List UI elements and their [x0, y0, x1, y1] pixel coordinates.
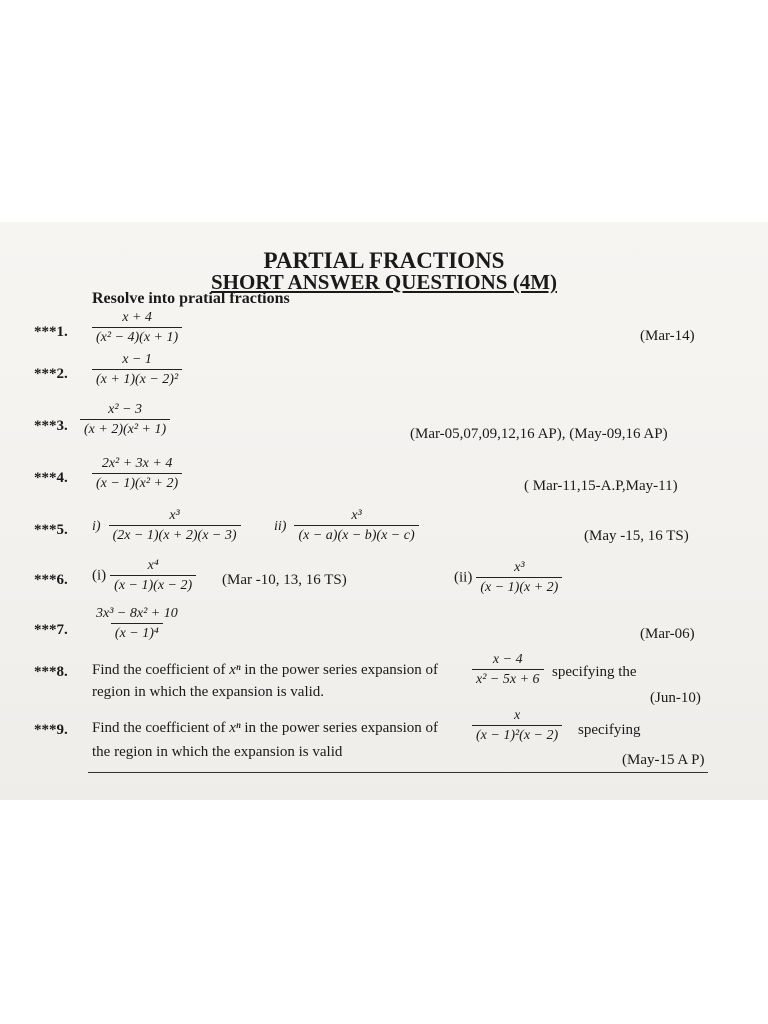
exam-reference: (Mar-06) [640, 626, 695, 642]
question-number: ***5. [34, 522, 68, 538]
numerator: x³ [514, 560, 525, 575]
question-number: ***1. [34, 324, 68, 340]
instruction: Resolve into pratial fractions [92, 290, 290, 307]
variable: xⁿ [229, 662, 241, 678]
question-4-fraction [92, 456, 182, 492]
question-8-text [92, 662, 438, 679]
denominator: (x − 1)(x − 2) [110, 575, 196, 594]
denominator: x² − 5x + 6 [472, 669, 544, 688]
question-1-fraction [92, 310, 182, 346]
page-title: PARTIAL FRACTIONS [263, 248, 505, 273]
denominator: (x + 1)(x − 2)² [92, 369, 182, 388]
exam-reference: ( Mar-11,15-A.P,May-11) [524, 478, 678, 494]
numerator: x − 1 [122, 352, 152, 367]
question-number: ***4. [34, 470, 68, 486]
numerator: 3x³ − 8x² + 10 [96, 606, 178, 621]
denominator: (x − 1)(x² + 2) [92, 473, 182, 492]
question-text: in the power series expansion of [244, 662, 439, 678]
numerator: x − 4 [492, 652, 523, 667]
question-7-fraction [92, 606, 182, 642]
question-3-fraction [80, 402, 170, 438]
question-number: ***9. [34, 722, 68, 738]
exam-reference: (Mar -10, 13, 16 TS) [222, 572, 347, 588]
question-number: ***8. [34, 664, 68, 680]
question-text: the region in which the expansion is valid [92, 744, 343, 760]
question-5-part-ii [274, 508, 419, 544]
denominator: (x − 1)(x + 2) [476, 577, 562, 596]
question-text: in the power series expansion of [244, 720, 439, 736]
question-5-part-i [92, 508, 241, 544]
numerator: x + 4 [122, 310, 152, 325]
exam-reference: (Mar-14) [640, 328, 695, 344]
exam-reference: (Mar-05,07,09,12,16 AP), (May-09,16 AP) [410, 426, 668, 442]
numerator: 2x² + 3x + 4 [101, 456, 173, 471]
question-text: region in which the expansion is valid. [92, 684, 325, 700]
question-number: ***2. [34, 366, 68, 382]
part-label: (ii) [454, 569, 473, 586]
numerator: x³ [169, 508, 180, 523]
numerator: x² − 3 [108, 402, 143, 417]
denominator: (x − a)(x − b)(x − c) [294, 525, 418, 544]
page-subtitle: SHORT ANSWER QUESTIONS (4M) [210, 270, 558, 294]
question-text: Find the coefficient of [92, 662, 226, 678]
question-9-fraction [472, 708, 562, 744]
part-label: ii) [274, 518, 287, 534]
part-label: (i) [92, 567, 107, 584]
question-2-fraction [92, 352, 182, 388]
question-text: Find the coefficient of [92, 720, 226, 736]
numerator: x [513, 708, 521, 723]
denominator: (x + 2)(x² + 1) [80, 419, 170, 438]
question-9-text [92, 720, 438, 737]
exam-reference: (Jun-10) [650, 690, 701, 706]
question-number: ***3. [34, 418, 68, 434]
bottom-rule [88, 772, 708, 773]
denominator: (2x − 1)(x + 2)(x − 3) [109, 525, 241, 544]
question-number: ***6. [34, 572, 68, 588]
numerator: x³ [351, 508, 362, 523]
question-text: specifying [578, 722, 641, 738]
exam-reference: (May -15, 16 TS) [584, 528, 689, 544]
question-8-fraction [472, 652, 544, 688]
question-6-part-ii [454, 560, 562, 596]
part-label: i) [92, 518, 101, 534]
numerator: x⁴ [147, 558, 159, 573]
question-text: specifying the [552, 664, 637, 680]
variable: xⁿ [229, 720, 241, 736]
denominator: (x − 1)⁴ [111, 623, 163, 642]
question-6-part-i [92, 558, 196, 594]
denominator: (x − 1)²(x − 2) [472, 725, 562, 744]
exam-reference: (May-15 A P) [622, 752, 705, 768]
question-number: ***7. [34, 622, 68, 638]
denominator: (x² − 4)(x + 1) [92, 327, 182, 346]
